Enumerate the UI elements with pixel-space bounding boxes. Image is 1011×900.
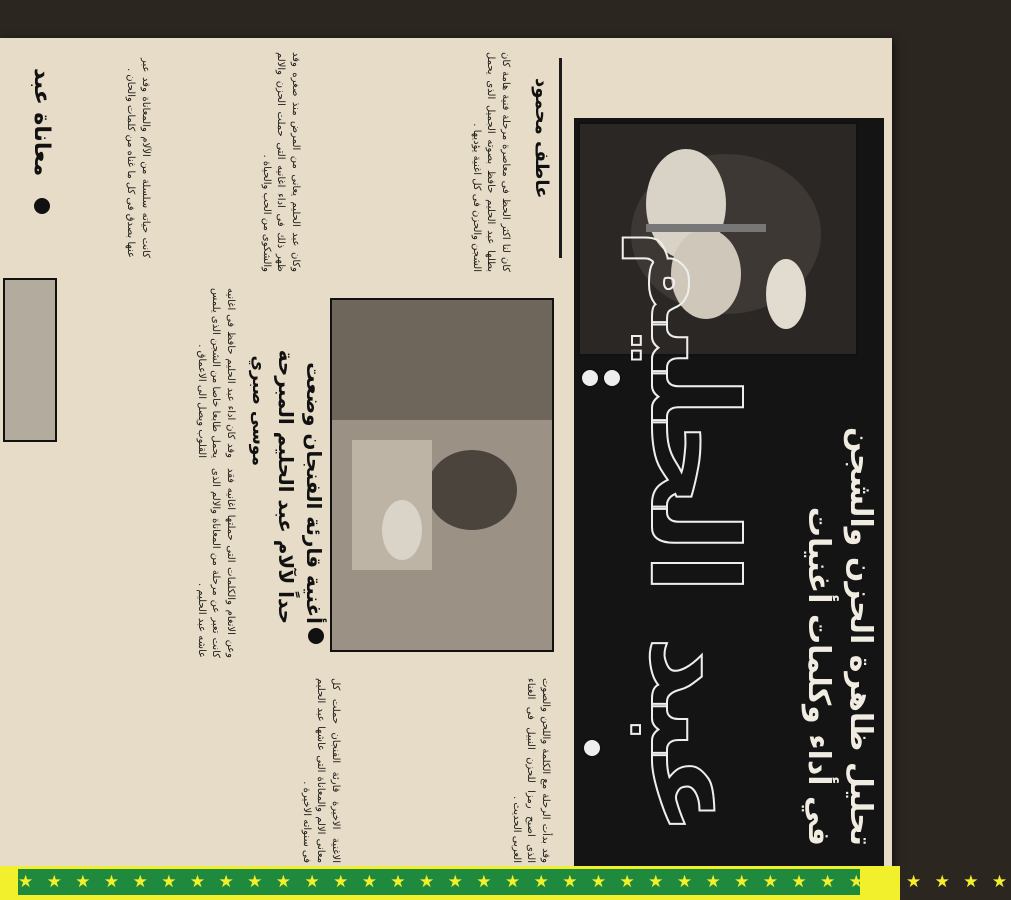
main-title-name: عبد الحليم bbox=[623, 229, 762, 836]
text-column-6: الاغنية الاخيرة قارئة الفنجان حملت كل معانى الالم والمعاناة التى عاشها عبد الحليم فى سنواته الاخيرة . bbox=[301, 678, 341, 863]
rotated-article bbox=[0, 38, 892, 876]
text-column-7: كانت حياته سلسلة من الآلام والمعاناة وقد عبر عنها بصدق فى كل ما غناه من كلمات والحان . bbox=[125, 58, 151, 258]
byline-rule bbox=[559, 58, 562, 258]
sub-article-author: موسى صبري bbox=[248, 355, 268, 466]
sub-article-photo bbox=[330, 298, 554, 652]
text-column-2: وكان عبد الحليم يعانى من المرض منذ صغره وقد ظهر ذلك فى اداء اغانيه التى حملت الحزن والالم والشكوى من الحب والحياة . bbox=[261, 52, 301, 272]
sub-article-photo-illustration bbox=[332, 300, 552, 650]
title-ornament-ring bbox=[602, 368, 622, 388]
text-column-1: كان لنا اكثر الحظ فى معاصرة مرحلة فنية هامة كان بطلها عبد الحليم حافظ بصوته الجميل الذى يحمل الشجن والحزن فى كل اغنية يؤديها . bbox=[471, 52, 511, 272]
bottom-heading: معاناة عبد bbox=[29, 68, 54, 177]
text-column-3: وقد كان اداء عبد الحليم حافظ فى اغانيه يحمل طابعا خاصا من الشجن الذى يلمس القلوب ويصل الى الاعماق . bbox=[196, 288, 236, 458]
sub-article-title-line2: حداً لآلام عبد الحليم المبرحة bbox=[274, 349, 298, 624]
title-ornament-ring bbox=[580, 368, 600, 388]
byline: عاطف محمود bbox=[531, 78, 552, 199]
magazine-edge-strip bbox=[0, 866, 1011, 900]
text-column-4: وعن الانغام والكلمات التى حملتها اغانيه فقد كانت تعبر عن مرحلة من المعاناة والالم الذى عاشه عبد الحليم . bbox=[196, 468, 236, 658]
title-ornament-ring bbox=[582, 738, 602, 758]
magazine-page bbox=[0, 38, 892, 876]
bottom-heading-bullet bbox=[34, 198, 50, 214]
star-border: ★ ★ ★ ★ ★ ★ ★ ★ ★ ★ ★ ★ ★ ★ ★ ★ ★ ★ ★ ★ ★ ★ ★ ★ ★ ★ ★ ★ ★ ★ ★ ★ ★ ★ ★ bbox=[18, 869, 860, 895]
bottom-photo bbox=[3, 278, 57, 442]
sub-article-bullet bbox=[308, 628, 324, 644]
main-title-line1: تحليل ظاهرة الحزن والشجن bbox=[843, 427, 878, 846]
text-column-5: وقد بدأت الرحلة مع الكلمة واللحن والصوت الذى اصبح رمزا للحزن النبيل فى الغناء العربى الحديث . bbox=[511, 678, 551, 863]
sub-article-title-line1: أغنية قارئة الفنجان وضعت bbox=[302, 362, 326, 624]
main-title-line2: في أداء وكلمات أغنيات bbox=[801, 506, 836, 846]
